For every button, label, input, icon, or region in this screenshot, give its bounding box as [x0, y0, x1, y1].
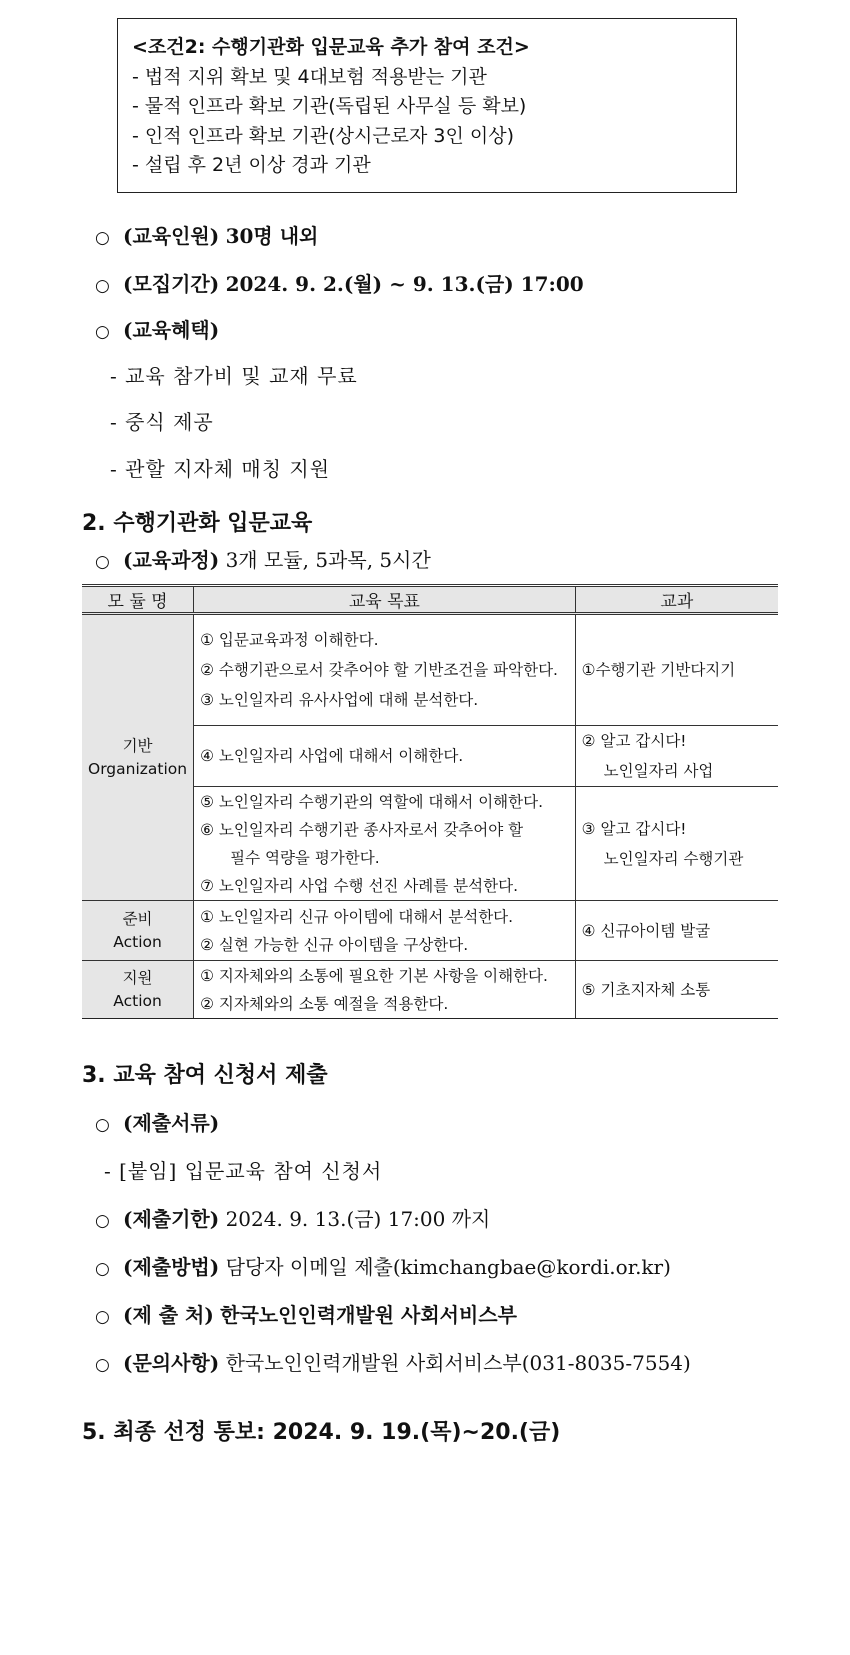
- goal-item: ⑦ 노인일자리 사업 수행 선진 사례를 분석한다.: [200, 876, 518, 895]
- module-name-ko: 기반: [122, 736, 153, 755]
- inquiry-label: (문의사항): [123, 1351, 220, 1375]
- subject-cell: ①수행기관 기반다지기: [575, 614, 778, 726]
- goal-item: ⑤ 노인일자리 수행기관의 역할에 대해서 이해한다.: [200, 792, 544, 811]
- inquiry-line: [95, 1347, 691, 1376]
- place-label: (제 출 처): [123, 1303, 214, 1327]
- course-value: 3개 모듈, 5과목, 5시간: [225, 548, 431, 572]
- module-cell-prep: [82, 901, 194, 961]
- condition-title: <조건2: 수행기관화 입문교육 추가 참여 조건>: [132, 36, 530, 58]
- goal-item: 필수 역량을 평가한다.: [230, 848, 380, 867]
- docs-item: - [붙임] 입문교육 참여 신청서: [104, 1159, 383, 1183]
- method-label: (제출방법): [123, 1255, 220, 1279]
- benefit-item: - 교육 참가비 및 교재 무료: [110, 364, 358, 388]
- module-name-ko: 지원: [122, 968, 153, 987]
- goal-item: ③ 노인일자리 유사사업에 대해 분석한다.: [200, 691, 479, 709]
- place-value: 한국노인인력개발원 사회서비스부: [220, 1303, 517, 1327]
- subject-cell: [575, 787, 778, 901]
- table-row: [82, 614, 778, 726]
- module-cell-base: [82, 614, 194, 901]
- docs-label: (제출서류): [123, 1111, 220, 1135]
- bullet-mark: ○: [95, 1211, 110, 1231]
- header-module: 모 듈 명: [82, 586, 194, 614]
- goal-item: ① 노인일자리 신규 아이템에 대해서 분석한다.: [200, 907, 514, 926]
- method-line: [95, 1251, 671, 1280]
- course-line: [95, 544, 431, 573]
- goal-cell: [194, 726, 576, 787]
- recruit-value: 2024. 9. 2.(월) ~ 9. 13.(금) 17:00: [225, 272, 584, 296]
- education-table: [82, 584, 778, 1019]
- goal-cell: [194, 787, 576, 901]
- deadline-line: [95, 1203, 490, 1232]
- subject-cell: ④ 신규아이템 발굴: [575, 901, 778, 961]
- bullet-mark: ○: [95, 322, 110, 342]
- bullet-mark: ○: [95, 552, 110, 572]
- benefits-line: [95, 314, 219, 343]
- participants-value: 30명 내외: [225, 224, 319, 248]
- table-row: [82, 901, 778, 961]
- inquiry-value: 한국노인인력개발원 사회서비스부(031-8035-7554): [225, 1351, 691, 1375]
- goal-item: ② 지자체와의 소통 예절을 적용한다.: [200, 994, 449, 1013]
- goal-cell: [194, 614, 576, 726]
- bullet-mark: ○: [95, 228, 110, 248]
- module-name-en: Organization: [88, 759, 188, 778]
- goal-item: ② 수행기관으로서 갖추어야 할 기반조건을 파악한다.: [200, 661, 558, 679]
- subject-line: ③ 알고 갑시다!: [581, 819, 687, 838]
- module-cell-support: [82, 961, 194, 1019]
- section2-heading: 2. 수행기관화 입문교육: [82, 511, 313, 536]
- goal-cell: [194, 961, 576, 1019]
- subject-line: 노인일자리 수행기관: [603, 849, 744, 868]
- course-label: (교육과정): [123, 548, 220, 572]
- section5-heading: 5. 최종 선정 통보: 2024. 9. 19.(목)~20.(금): [82, 1420, 561, 1445]
- module-name-en: Action: [113, 932, 162, 951]
- deadline-label: (제출기한): [123, 1207, 220, 1231]
- module-name-en: Action: [113, 991, 162, 1010]
- condition-item: - 설립 후 2년 이상 경과 기관: [132, 154, 371, 176]
- bullet-mark: ○: [95, 276, 110, 296]
- condition-item: - 물적 인프라 확보 기관(독립된 사무실 등 확보): [132, 95, 527, 117]
- participants-label: (교육인원): [123, 224, 220, 248]
- goal-item: ① 지자체와의 소통에 필요한 기본 사항을 이해한다.: [200, 966, 548, 985]
- goal-item: ⑥ 노인일자리 수행기관 종사자로서 갖추어야 할: [200, 820, 524, 839]
- condition-box: [117, 18, 737, 193]
- bullet-mark: ○: [95, 1307, 110, 1327]
- subject-cell: [575, 726, 778, 787]
- goal-cell: [194, 901, 576, 961]
- participants-line: [95, 220, 318, 249]
- subject-line: ② 알고 갑시다!: [581, 732, 687, 750]
- benefits-label: (교육혜택): [123, 318, 220, 342]
- subject-cell: ⑤ 기초지자체 소통: [575, 961, 778, 1019]
- table-row: [82, 961, 778, 1019]
- place-line: [95, 1299, 517, 1328]
- docs-line: [95, 1107, 219, 1136]
- condition-item: - 법적 지위 확보 및 4대보험 적용받는 기관: [132, 65, 487, 88]
- goal-item: ① 입문교육과정 이해한다.: [200, 631, 379, 649]
- recruit-line: [95, 268, 584, 297]
- section3-heading: 3. 교육 참여 신청서 제출: [82, 1063, 328, 1088]
- goal-item: ② 실현 가능한 신규 아이템을 구상한다.: [200, 935, 469, 954]
- subject-line: 노인일자리 사업: [603, 762, 714, 780]
- header-subject: 교과: [575, 586, 778, 614]
- deadline-value: 2024. 9. 13.(금) 17:00 까지: [225, 1207, 491, 1231]
- bullet-mark: ○: [95, 1259, 110, 1279]
- module-name-ko: 준비: [122, 909, 153, 928]
- benefit-item: - 중식 제공: [110, 410, 214, 434]
- benefit-item: - 관할 지자체 매칭 지원: [110, 457, 331, 481]
- recruit-label: (모집기간): [123, 272, 220, 296]
- method-value: 담당자 이메일 제출(kimchangbae@kordi.or.kr): [225, 1255, 671, 1279]
- bullet-mark: ○: [95, 1355, 110, 1375]
- goal-item: ④ 노인일자리 사업에 대해서 이해한다.: [200, 747, 464, 765]
- table-header-row: [82, 586, 778, 614]
- header-goal: 교육 목표: [194, 586, 576, 614]
- bullet-mark: ○: [95, 1115, 110, 1135]
- condition-item: - 인적 인프라 확보 기관(상시근로자 3인 이상): [132, 124, 515, 147]
